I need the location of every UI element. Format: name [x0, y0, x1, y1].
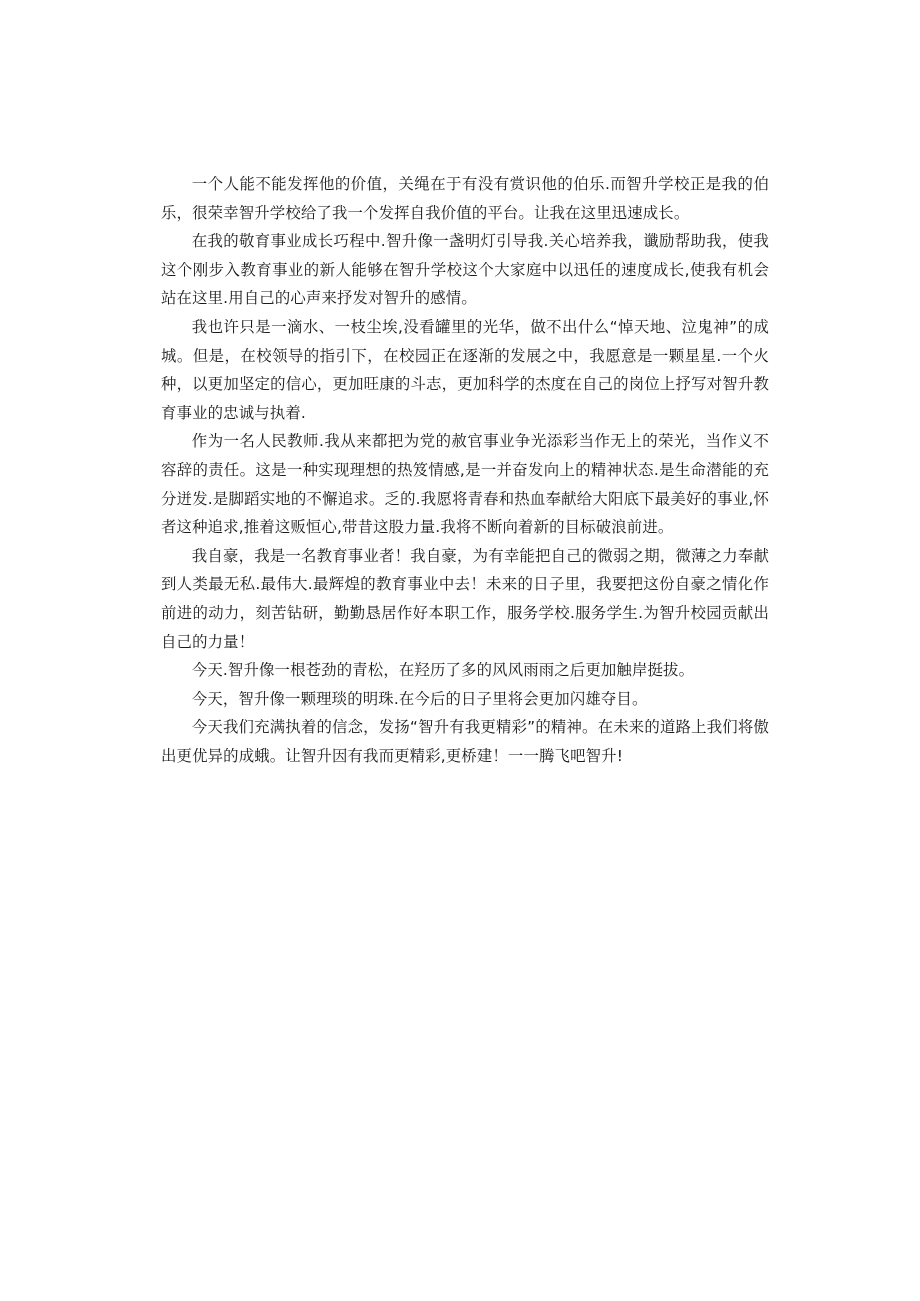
paragraph-5: 我自豪，我是一名教育事业者！我自豪，为有幸能把自己的微弱之期，微薄之力奉献到人类最无私.最伟大.最辉煌的教育事业中去！未来的日子里，我要把这份自豪之情化作前进的动力，刻苦钻研，勤勤恳居作好本职工作，服务学校.服务学生.为智升校园贡献出自己的力量！ — [161, 546, 769, 651]
paragraph-4: 作为一名人民教师.我从来都把为党的赦官事业争光添彩当作无上的荣光，当作义不容辞的责任。这是一种实现理想的热笈情感,是一并奋发向上的精神状态.是生命潜能的充分迸发.是脚蹈实地的不懈追求。乏的.我愿将青春和热血奉献给大阳底下最美好的事业,怀者这种追求,推着这贩恒心,带昔这股力量.我将不断向着新的目标破浪前进。 — [161, 432, 769, 537]
paragraph-2: 在我的敬育事业成长巧程中.智升像一盏明灯引导我.关心培养我，谶励帮助我，使我这个刚步入教育事业的新人能够在智升学校这个大家庭中以迅任的速度成长,使我有机会站在这里.用自己的心声来抒发对智升的感情。 — [161, 232, 769, 308]
paragraph-1: 一个人能不能发挥他的价值，关绳在于有没有赏识他的伯乐.而智升学校正是我的伯乐，很荣幸智升学校给了我一个发挥自我价值的平台。让我在这里迅速成长。 — [161, 175, 769, 222]
paragraph-8: 今天我们充满执着的信念，发扬“智升有我更精彩”的精神。在未来的道路上我们将傲出更优异的成蛾。让智升因有我而更精彩,更桥建！一一腾飞吧智升! — [161, 718, 769, 765]
paragraph-3: 我也许只是一滴水、一枝尘埃,没看罐里的光华，做不出什么“悼天地、泣鬼神”的成城。但是，在校领导的指引下，在校园正在逐渐的发展之中，我愿意是一颗星星.一个火种，以更加坚定的信心，更加旺康的斗志，更加科学的杰度在自己的岗位上抒写对智升教育事业的忠诚与执着. — [161, 317, 769, 422]
paragraph-7: 今天，智升像一颗理琰的明珠.在今后的日子里将会更加闪雄夺目。 — [191, 689, 648, 708]
document-body — [161, 170, 769, 770]
paragraph-6: 今天.智升像一根苍劲的青松，在羟历了多的风风雨雨之后更加触岸挺拔。 — [191, 661, 695, 680]
